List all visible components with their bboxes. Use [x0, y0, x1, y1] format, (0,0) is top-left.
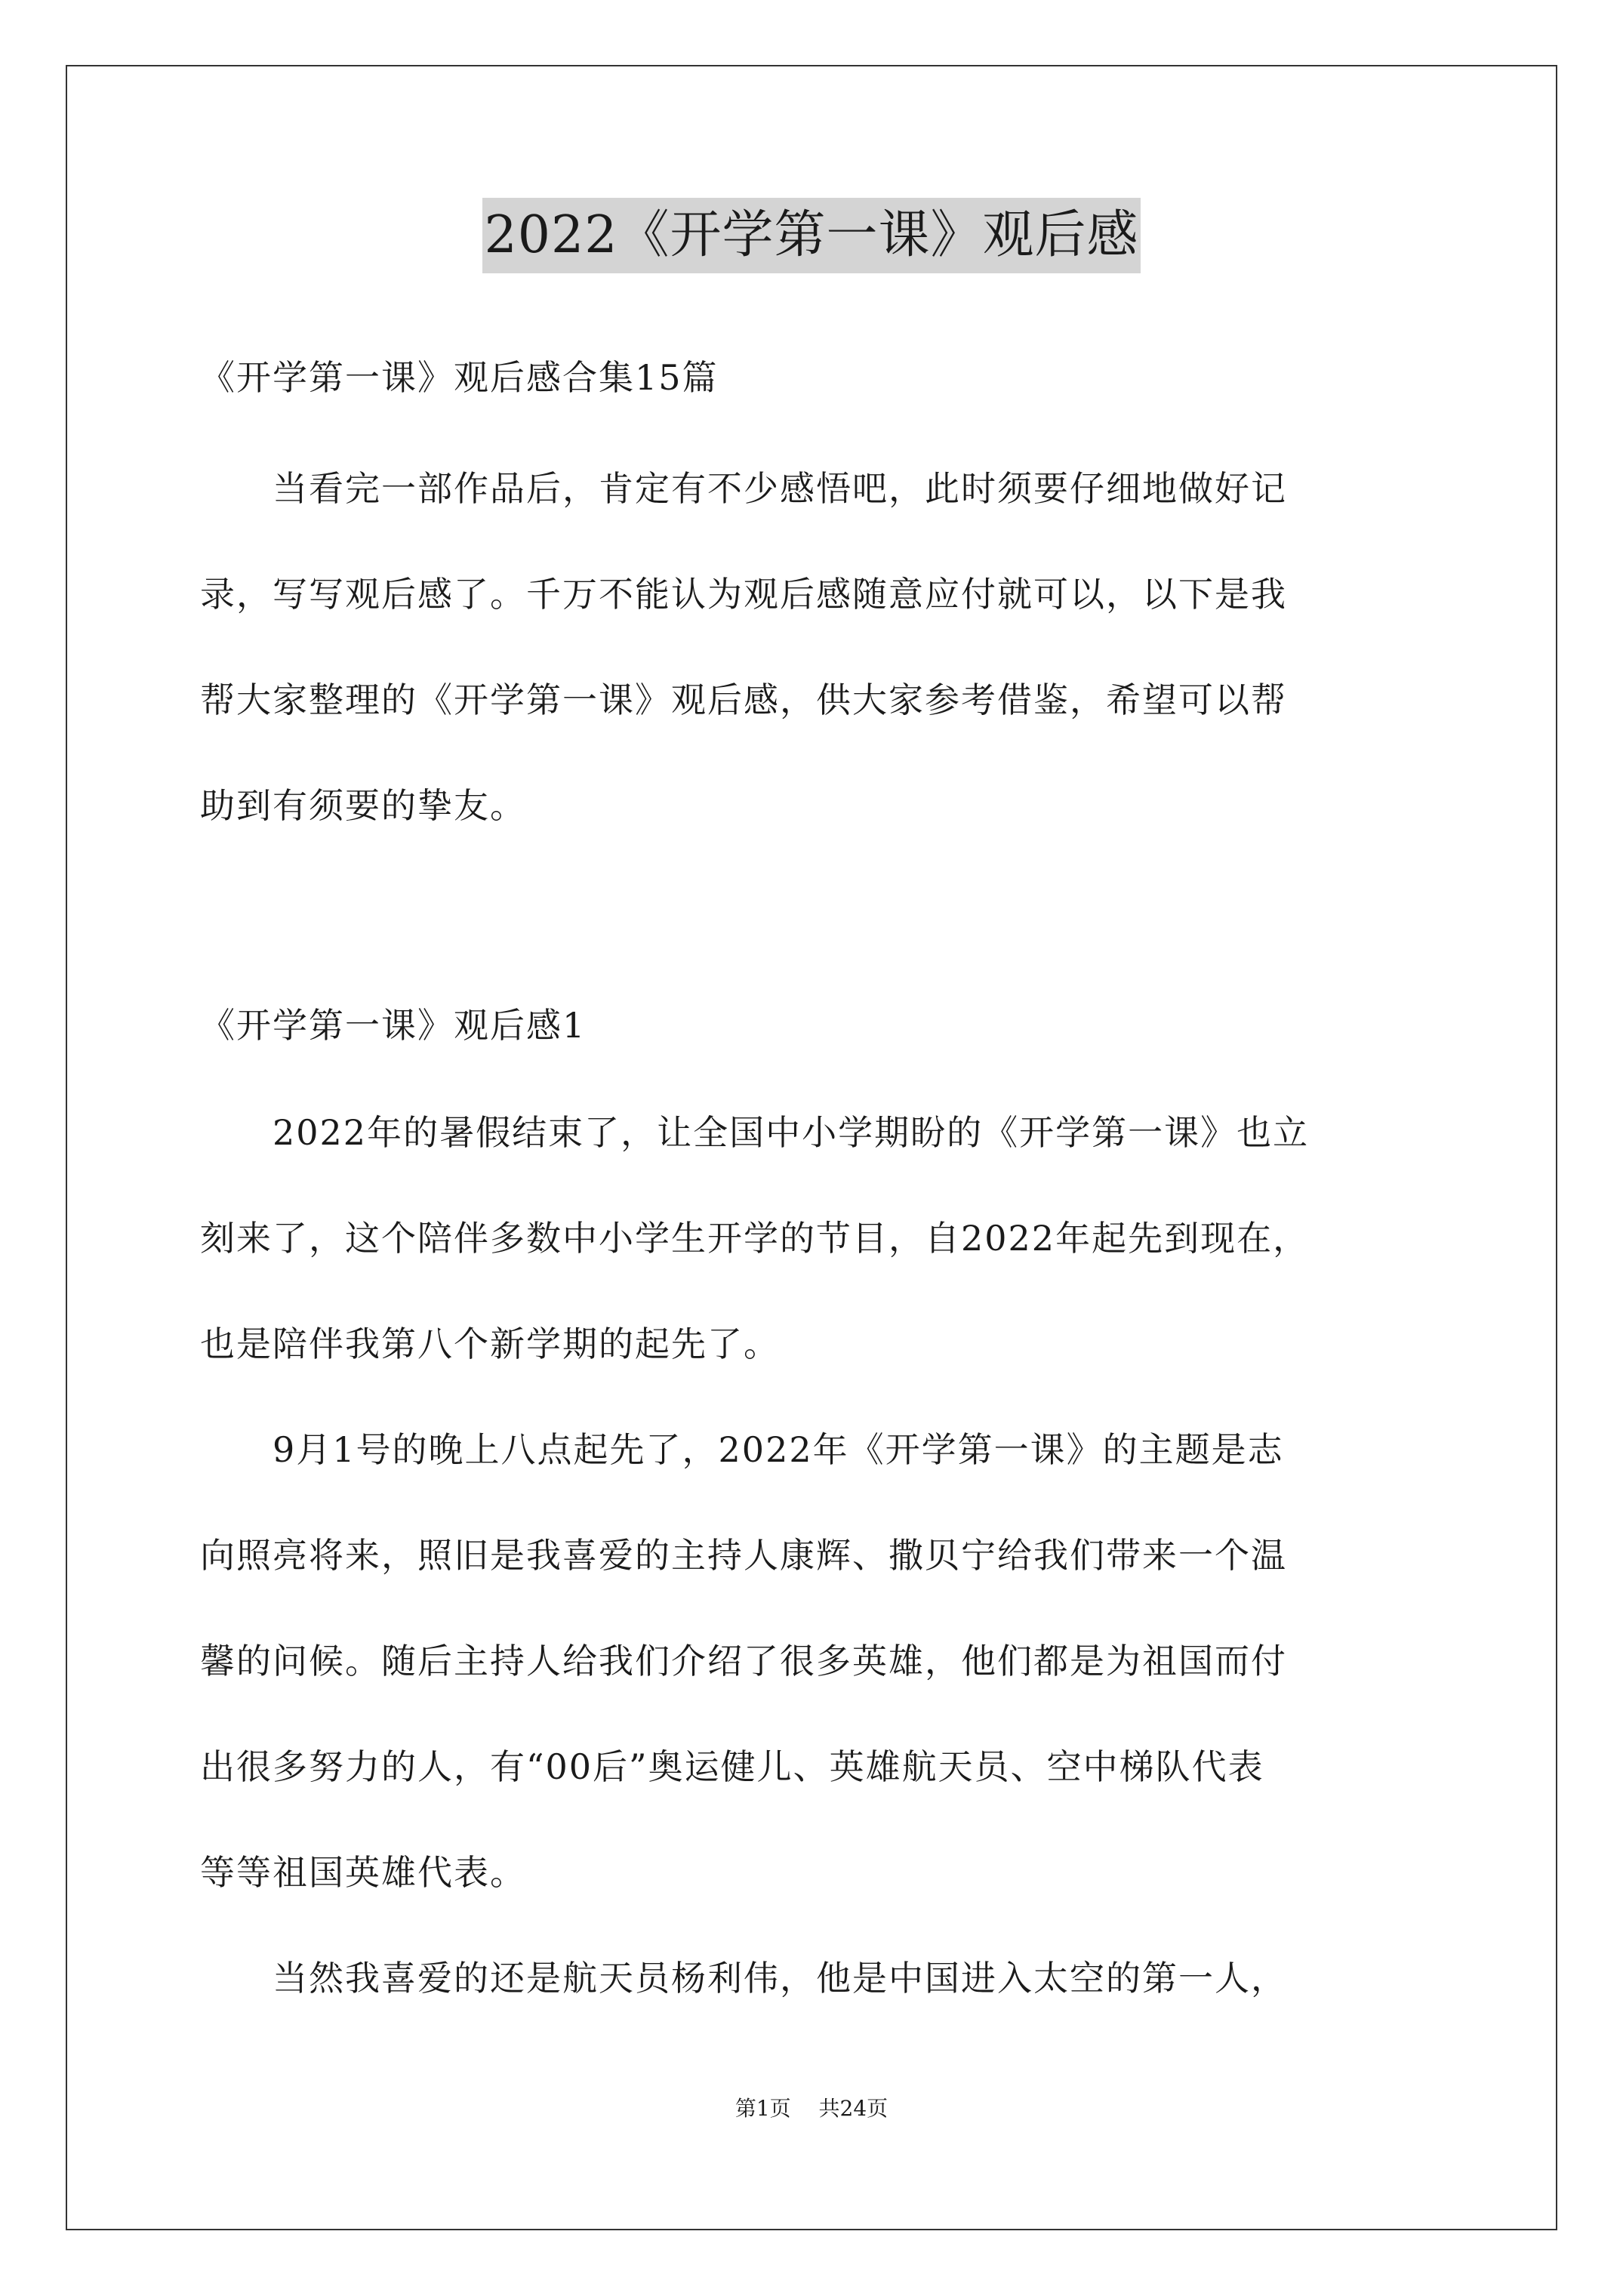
document-title: 2022《开学第一课》观后感 [482, 198, 1140, 273]
page-footer [0, 2094, 1623, 2124]
page-number: 第1页 [735, 2096, 791, 2121]
para2-line-5: 等等祖国英雄代表。 [200, 1852, 526, 1893]
page-total: 共24页 [818, 2096, 888, 2121]
subtitle: 《开学第一课》观后感合集15篇 [200, 357, 719, 398]
para3-line-1: 当然我喜爱的还是航天员杨利伟，他是中国进入太空的第一人， [200, 1958, 1287, 1999]
intro-line-3: 帮大家整理的《开学第一课》观后感，供大家参考借鉴，希望可以帮 [200, 680, 1287, 720]
section-heading: 《开学第一课》观后感1 [200, 1005, 587, 1046]
para1-line-2: 刻来了，这个陪伴多数中小学生开学的节目，自2022年起先到现在， [200, 1218, 1310, 1259]
para2-line-2: 向照亮将来，照旧是我喜爱的主持人康辉、撒贝宁给我们带来一个温 [200, 1535, 1287, 1576]
intro-line-2: 录，写写观后感了。千万不能认为观后感随意应付就可以，以下是我 [200, 574, 1287, 615]
para1-line-1: 2022年的暑假结束了，让全国中小学期盼的《开学第一课》也立 [200, 1112, 1310, 1153]
title-container [0, 198, 1623, 273]
intro-line-1: 当看完一部作品后，肯定有不少感悟吧，此时须要仔细地做好记 [200, 468, 1287, 509]
para1-line-3: 也是陪伴我第八个新学期的起先了。 [200, 1324, 780, 1364]
para2-line-1: 9月1号的晚上八点起先了，2022年《开学第一课》的主题是志 [200, 1429, 1284, 1470]
para2-line-4: 出很多努力的人，有“00后”奥运健儿、英雄航天员、空中梯队代表 [200, 1746, 1264, 1787]
intro-line-4: 助到有须要的挚友。 [200, 785, 526, 826]
para2-line-3: 馨的问候。随后主持人给我们介绍了很多英雄，他们都是为祖国而付 [200, 1641, 1287, 1681]
